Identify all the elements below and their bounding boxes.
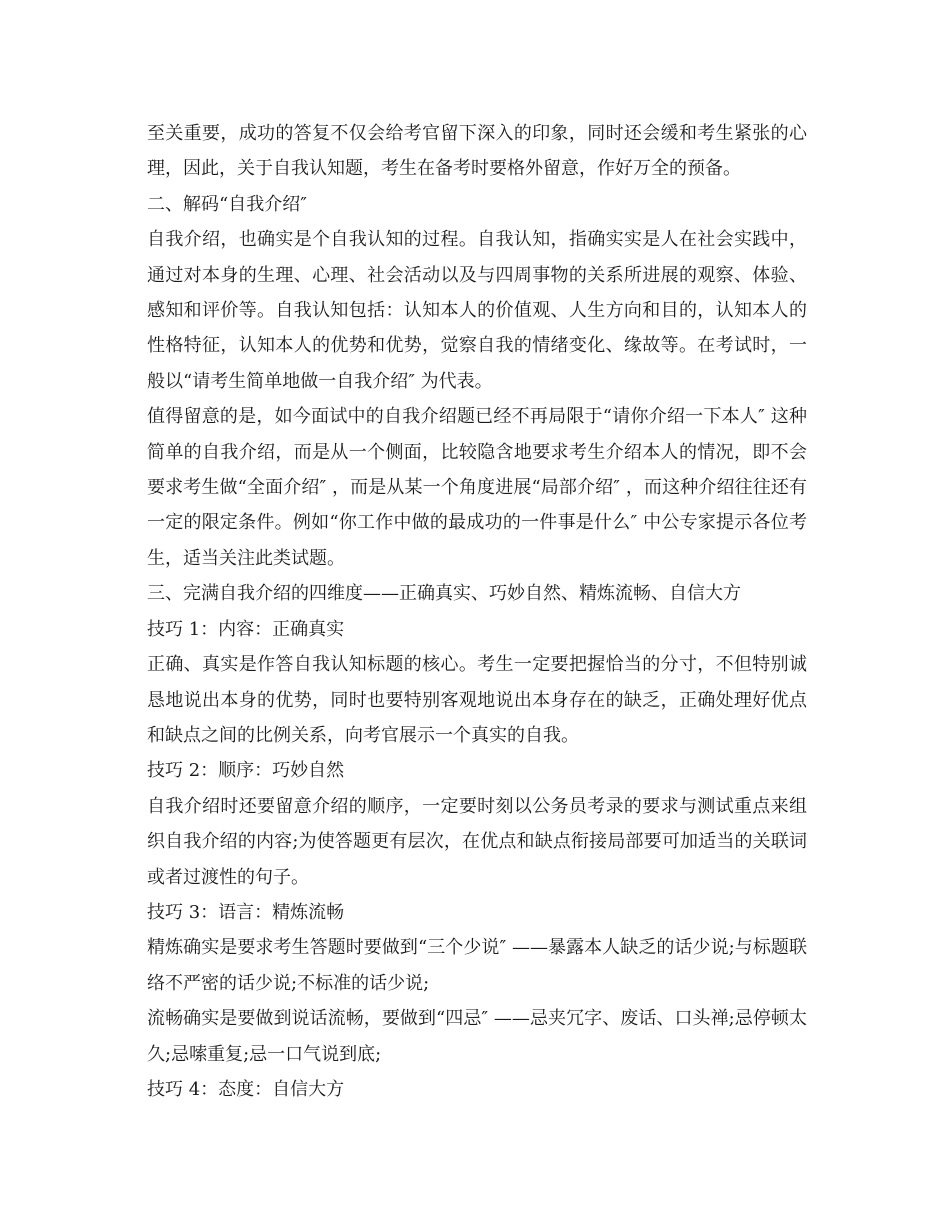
document-body	[147, 116, 807, 1107]
section-heading-3: 三、完满自我介绍的四维度——正确真实、巧妙自然、精炼流畅、自信大方	[147, 583, 741, 605]
tip-1-body: 正确、真实是作答自我认知标题的核心。考生一定要把握恰当的分寸，不但特别诚恳地说出本身的优势，同时也要特别客观地说出本身存在的缺乏，正确处理好优点和缺点之间的比例关系，向考官展示一个真实的自我。	[147, 654, 807, 746]
paragraph-self-cognition: 自我介绍，也确实是个自我认知的过程。自我认知，指确实实是人在社会实践中，通过对本身的生理、心理、社会活动以及与四周事物的关系所进展的观察、体验、感知和评价等。自我认知包括：认知本人的价值观、人生方向和目的，认知本人的性格特征，认知本人的优势和优势，觉察自我的情绪变化、缘故等。在考试时，一般以“请考生简单地做一自我介绍″ 为代表。	[147, 229, 807, 392]
tip-2-heading: 技巧 2：顺序：巧妙自然	[147, 760, 345, 782]
section-heading-2: 二、解码“自我介绍″	[147, 193, 307, 215]
tip-1-heading: 技巧 1：内容：正确真实	[147, 618, 345, 640]
tip-3-heading: 技巧 3：语言：精炼流畅	[147, 901, 345, 923]
paragraph-intro-continuation: 至关重要，成功的答复不仅会给考官留下深入的印象，同时还会缓和考生紧张的心理，因此，关于自我认知题，考生在备考时要格外留意，作好万全的预备。	[147, 123, 807, 180]
paragraph-interview-note: 值得留意的是，如今面试中的自我介绍题已经不再局限于“请你介绍一下本人″ 这种简单的自我介绍，而是从一个侧面，比较隐含地要求考生介绍本人的情况，即不会要求考生做“全面介绍″ ，而是从某一个角度进展“局部介绍″ ，而这种介绍往往还有一定的限定条件。例如“你工作中做的最成功的一件事是什么″ 中公专家提示各位考生，适当关注此类试题。	[147, 406, 807, 569]
tip-2-body: 自我介绍时还要留意介绍的顺序，一定要时刻以公务员考录的要求与测试重点来组织自我介绍的内容;为使答题更有层次，在优点和缺点衔接局部要可加适当的关联词或者过渡性的句子。	[147, 795, 807, 888]
tip-4-heading: 技巧 4：态度：自信大方	[147, 1078, 345, 1100]
tip-3-body-fluent: 流畅确实是要做到说话流畅，要做到“四忌″ ——忌夹冗字、废话、口头禅;忌停顿太久;忌嗦重复;忌一口气说到底;	[147, 1008, 807, 1065]
tip-3-body-concise: 精炼确实是要求考生答题时要做到“三个少说″ ——暴露本人缺乏的话少说;与标题联络不严密的话少说;不标准的话少说;	[147, 937, 807, 994]
